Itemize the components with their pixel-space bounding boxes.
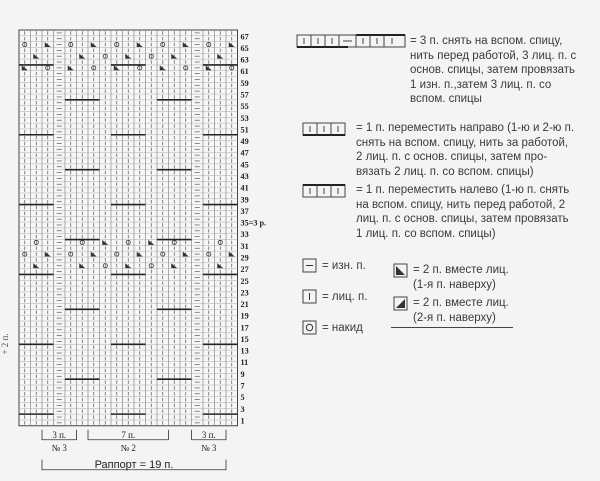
legend-k2tog-right [393, 263, 509, 292]
k2tog-right-symbol [393, 263, 409, 279]
row-number: 49 [240, 137, 249, 147]
row-number: 45 [240, 160, 249, 170]
row-number: 25 [240, 276, 249, 286]
row-number: 59 [240, 78, 249, 88]
bracket-label: 7 п. [121, 429, 136, 440]
legend-yarn-over [302, 320, 363, 336]
row-number: 19 [240, 311, 249, 321]
row-number: 5 [240, 393, 245, 403]
row-number: 53 [240, 113, 249, 123]
row-number: 39 [240, 195, 249, 205]
bracket-number: № 3 [51, 442, 67, 453]
chart-grid [19, 30, 238, 426]
legend-cable3 [296, 33, 600, 107]
row-number: 43 [240, 171, 249, 181]
left-cross-symbol [302, 184, 350, 200]
row-number: 57 [240, 90, 249, 100]
row-number: 21 [240, 300, 249, 310]
stitch-brackets [31, 430, 227, 481]
bracket-label: 3 п. [52, 429, 67, 440]
row-number: 47 [240, 148, 249, 158]
bracket-label: 3 п. [201, 429, 216, 440]
row-number: 65 [240, 43, 249, 53]
row-number: 23 [240, 288, 249, 298]
right-cross-text: = 1 п. переместить направо (1-ю и 2-ю п. снять на вспом. спицу, нить за работой, 2 лиц. п. с основ. спицы, затем про- вязать 2 лиц. п. со вспом. спицы) [356, 122, 575, 178]
row-number: 29 [240, 253, 249, 263]
left-cross-text: = 1 п. переместить налево (1-ю п. снять на вспом. спицу, нить перед работой, 2 лиц. п. с основ. спицы, затем провязать 1 лиц. п. со вспом. спицы) [356, 184, 570, 240]
row-number: 67 [240, 32, 249, 42]
side-label: + 2 п. [0, 333, 10, 355]
row-number: 17 [240, 323, 249, 333]
knit-symbol [302, 289, 318, 305]
legend-left-cross [302, 183, 596, 241]
row-number: 33 [240, 230, 249, 240]
legend-k2tog-left [393, 296, 509, 325]
row-number: 15 [240, 334, 249, 344]
purl-text: = изн. п. [322, 260, 366, 272]
legend-knit [302, 289, 367, 305]
row-number: 61 [240, 67, 249, 77]
row-number: 55 [240, 102, 249, 112]
row-number: 7 [240, 381, 245, 391]
row-number: 27 [240, 265, 249, 275]
yarn-over-text: = накид [322, 322, 363, 334]
underline [391, 327, 513, 328]
row-number: 37 [240, 206, 249, 216]
bracket-number: № 3 [201, 442, 217, 453]
purl-symbol [302, 258, 318, 274]
k2tog-left-text: = 2 п. вместе лиц. (2-я п. наверху) [413, 297, 509, 324]
right-cross-symbol [302, 122, 350, 138]
row-number: 63 [240, 55, 249, 65]
row-number: 31 [240, 241, 249, 251]
bracket-number: № 2 [120, 442, 136, 453]
row-number: 1 [240, 416, 245, 426]
k2tog-right-text: = 2 п. вместе лиц. (1-я п. наверху) [413, 264, 509, 291]
row-number: 51 [240, 125, 249, 135]
row-number: 35=3 р. [240, 218, 267, 228]
row-number: 9 [240, 369, 245, 379]
knit-text: = лиц. п. [322, 291, 368, 303]
row-number: 3 [240, 404, 245, 414]
row-number: 41 [240, 183, 249, 193]
rapport-label: Раппорт = 19 п. [94, 458, 174, 471]
row-number: 13 [240, 346, 249, 356]
yarn-over-symbol [302, 320, 318, 336]
cable3-text: = 3 п. снять на вспом. спицу, нить перед работой, 3 лиц. п. с основ. спицы, затем провязать 1 изн. п.,затем 3 лиц. п. со вспом. спицы [410, 35, 577, 105]
legend-purl [302, 258, 366, 274]
k2tog-left-symbol [393, 296, 409, 312]
cable3-symbol [296, 34, 408, 50]
row-number: 11 [240, 358, 249, 368]
legend-right-cross [302, 121, 596, 179]
